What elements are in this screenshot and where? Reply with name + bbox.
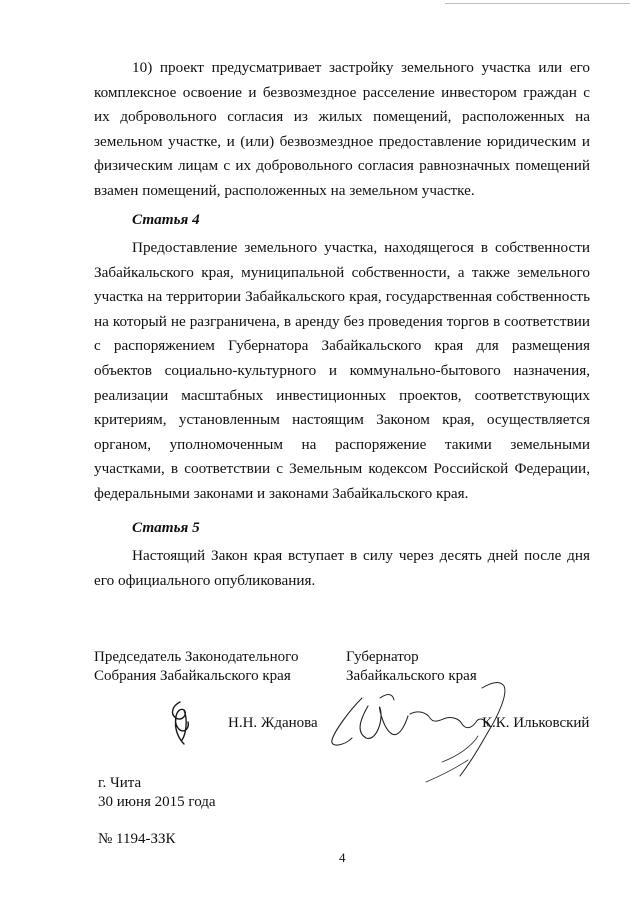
article4-paragraph: Предоставление земельного участка, находящегося в собственности Забайкальского края, муниципальной собственности, а также земельного участка на территории Забайкальского края, государственная собственность на который не разграничена, в аренду без проведения торгов в соответствии с распоряжением Губернатора Забайкальского края для размещения объектов социально-культурного и коммунально-бытового назначения, реализации масштабных инвестиционных проектов, соответствующих критериям, установленным настоящим Законом края, осуществляется органом, уполномоченным на распоряжение такими земельными участками, в соответствии с Земельным кодексом Российской Федерации, федеральными законами и законами Забайкальского края. [94,239,590,502]
page-number: 4 [339,850,346,865]
date: 30 июня 2015 года [98,794,216,810]
governor-title-line1: Губернатор [346,649,419,665]
article4-heading: Статья 4 [132,211,200,228]
city: г. Чита [98,775,142,791]
chairman-title-line2: Собрания Забайкальского края [94,668,291,684]
chairman-name: Н.Н. Жданова [228,715,318,731]
article5-heading: Статья 5 [132,519,200,536]
top-rule [445,3,630,4]
article3-item10-paragraph: 10) проект предусматривает застройку земельного участка или его комплексное освоение и безвозмездное расселение инвестором граждан с их добровольного согласия из жилых помещений, расположенных на земельном участке, и (или) безвозмездное предоставление юридическим и физическим лицам с их добровольного согласия равнозначных помещений взамен помещений, расположенных на земельном участке. [94,59,590,199]
article5-paragraph: Настоящий Закон края вступает в силу через десять дней после дня его официального опубликования. [94,547,590,589]
law-number: № 1194-ЗЗК [98,831,176,847]
chairman-title-line1: Председатель Законодательного [94,649,299,665]
governor-name: К.К. Ильковский [482,715,590,731]
governor-title-line2: Забайкальского края [346,668,477,684]
chairman-signature-icon [162,700,198,746]
